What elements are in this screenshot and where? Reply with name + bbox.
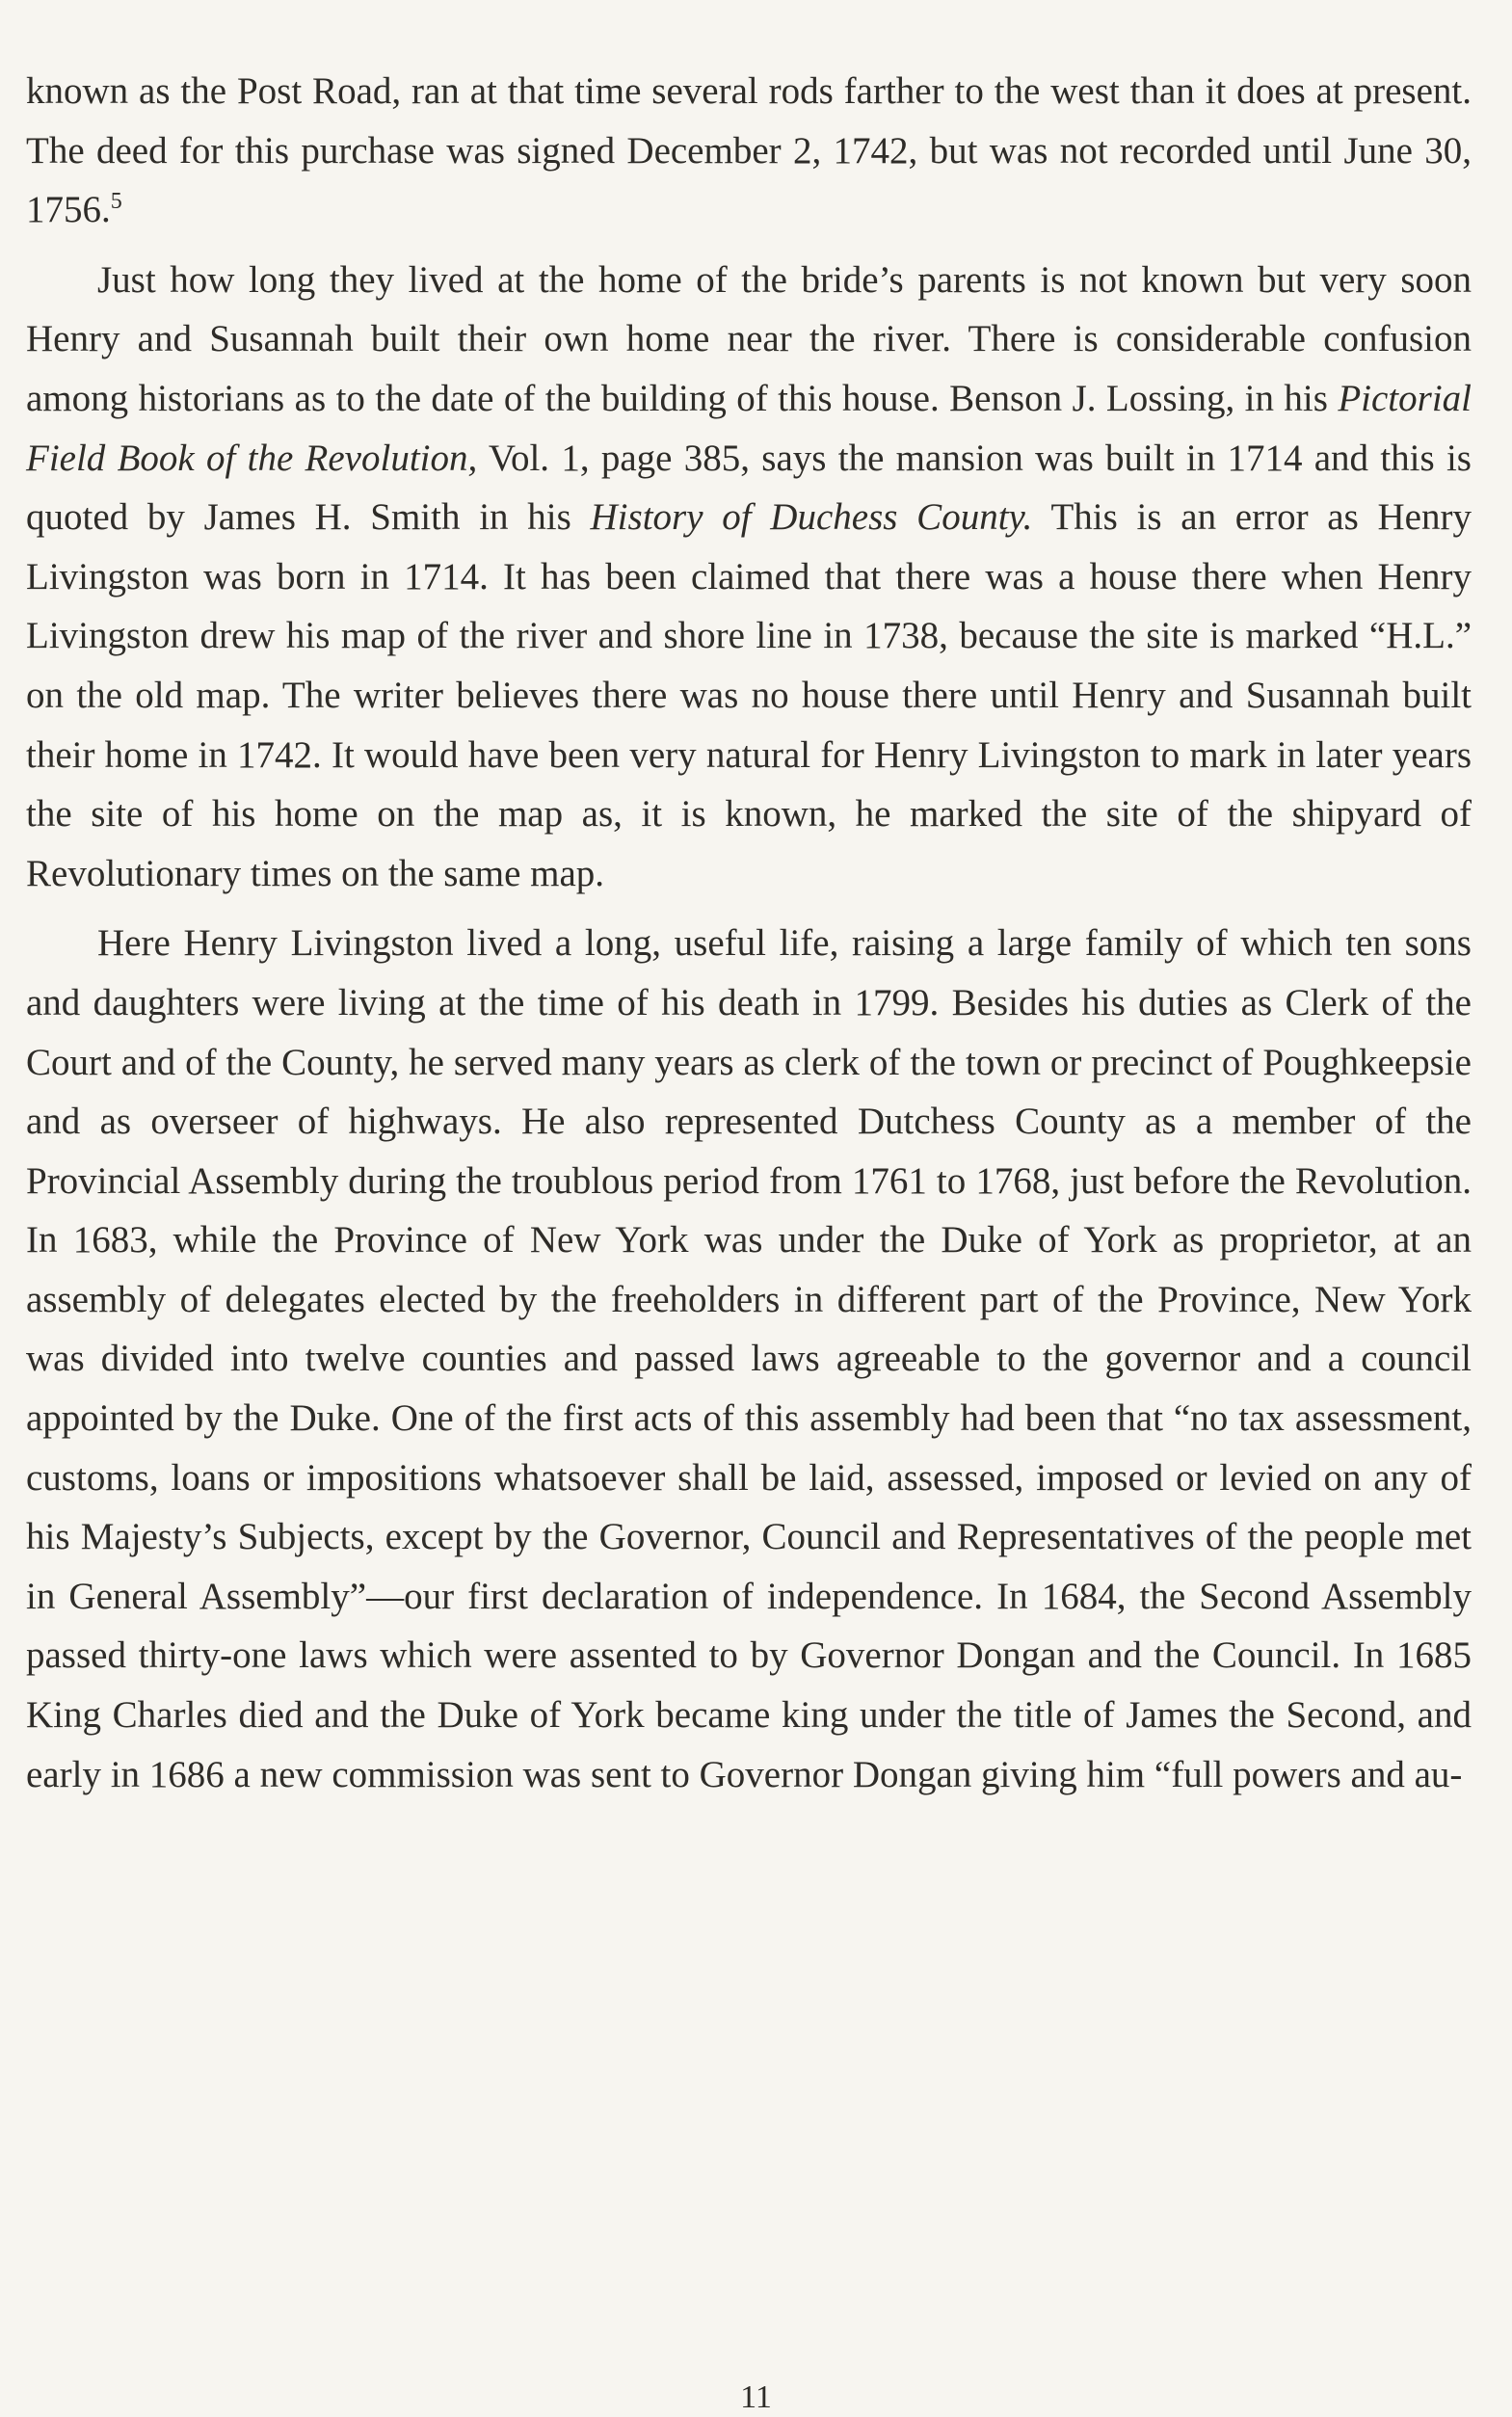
paragraph-2-text-b: Vol. 1, page 385, says the mansion was built in 1714 and this is quoted by James H. Smith in his — [26, 437, 1472, 539]
book-title-pictorial-field-book: Pictorial Field Book of the Revolution, — [26, 377, 1472, 479]
paragraph-1 — [26, 62, 1472, 240]
paragraph-2 — [26, 251, 1472, 904]
book-title-history-of-duchess-county: History of Duchess County. — [590, 496, 1033, 539]
paragraph-3 — [26, 914, 1472, 1804]
paragraph-1-text: known as the Post Road, ran at that time several rods farther to the west than it does at present. The deed for this purchase was signed December 2, 1742, but was not recorded until June 30, 1756. — [26, 70, 1472, 231]
page-body — [26, 62, 1472, 1815]
paragraph-3-text: Here Henry Livingston lived a long, useful life, raising a large family of which ten sons and daughters were living at the time of his death in 1799. Besides his duties as Clerk of the Court and of the County, he served many years as clerk of the town or precinct of Poughkeepsie and as overseer of highways. He also represented Dutchess County as a member of the Provincial Assembly during the troublous period from 1761 to 1768, just before the Revolution. In 1683, while the Province of New York was under the Duke of York as proprietor, at an assembly of delegates elected by the freeholders in different part of the Province, New York was divided into twelve counties and passed laws agreeable to the governor and a council appointed by the Duke. One of the first acts of this assembly had been that “no tax assessment, customs, loans or impositions whatsoever shall be laid, assessed, imposed or levied on any of his Majesty’s Subjects, except by the Governor, Council and Representatives of the people met in General Assembly”—our first declaration of independence. In 1684, the Second Assembly passed thirty-one laws which were assented to by Governor Dongan and the Council. In 1685 King Charles died and the Duke of York became king under the title of James the Second, and early in 1686 a new commission was sent to Governor Dongan giving him “full powers and au- — [26, 922, 1472, 1795]
paragraph-2-text-a: Just how long they lived at the home of the bride’s parents is not known but very soon Henry and Susannah built their own home near the river. There is considerable confusion among historians as to the date of the building of this house. Benson J. Lossing, in his — [26, 258, 1472, 419]
paragraph-2-text-c: This is an error as Henry Livingston was born in 1714. It has been claimed that there was a house there when Henry Livingston drew his map of the river and shore line in 1738, because the site is marked “H.L.” on the old map. The writer believes there was no house there until Henry and Susannah built their home in 1742. It would have been very natural for Henry Livingston to mark in later years the site of his home on the map as, it is known, he marked the site of the shipyard of Revolutionary times on the same map. — [26, 496, 1472, 894]
page-number: 11 — [740, 2379, 772, 2415]
footnote-marker[interactable]: 5 — [110, 189, 122, 215]
